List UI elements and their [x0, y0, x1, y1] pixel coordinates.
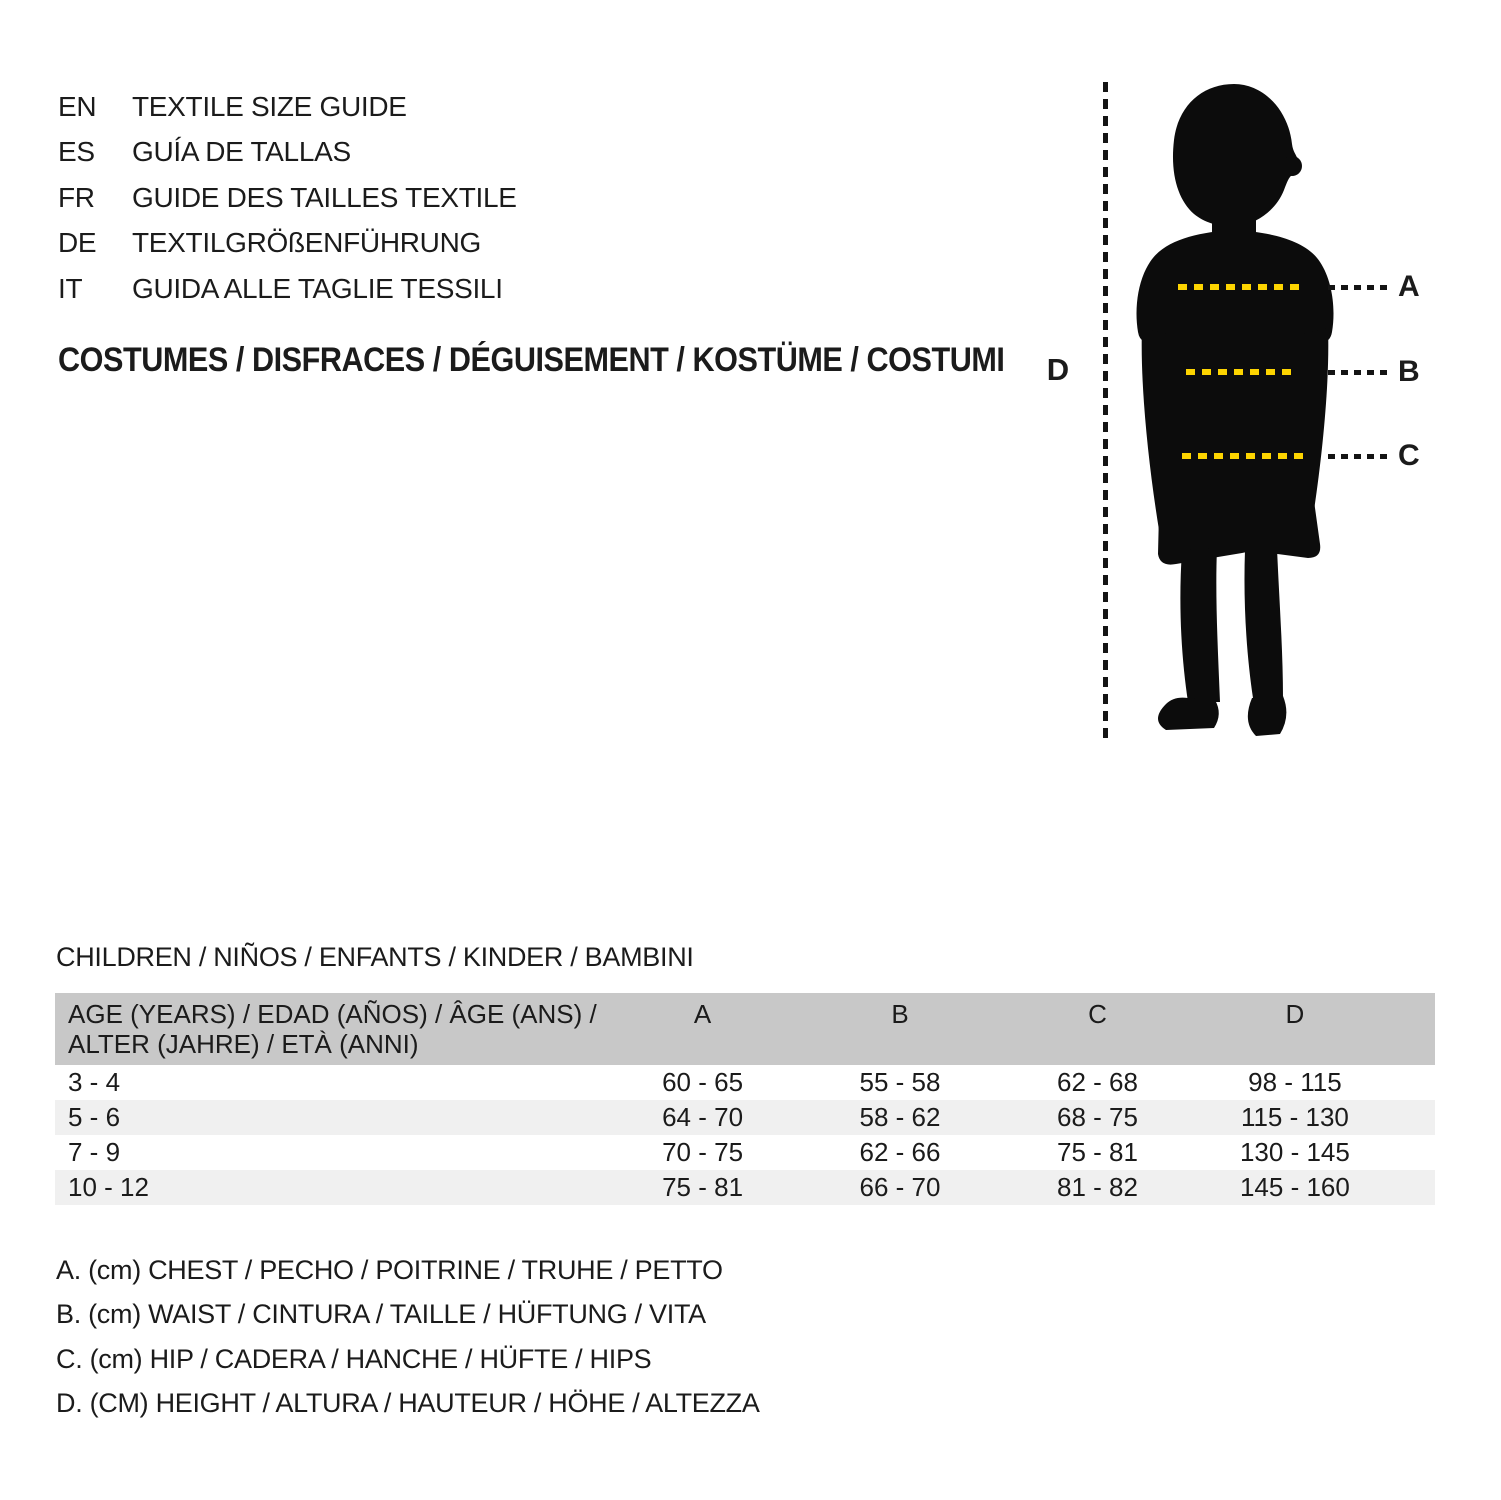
language-code: DE: [58, 227, 97, 259]
waist-cell: 62 - 66: [859, 1137, 941, 1167]
chest-measure-dashed-line: [1178, 284, 1302, 290]
chest-cell: 64 - 70: [662, 1102, 744, 1132]
height-cell: 145 - 160: [1239, 1172, 1350, 1202]
language-row-en: [58, 84, 517, 130]
guide-title-es: GUÍA DE TALLAS: [132, 136, 351, 168]
language-code: ES: [58, 136, 95, 168]
legend-height: D. (CM) HEIGHT / ALTURA / HAUTEUR / HÖHE / ALTEZZA: [56, 1388, 760, 1419]
language-code: EN: [58, 90, 97, 122]
age-cell: 3 - 4: [68, 1067, 121, 1097]
height-cell: 115 - 130: [1240, 1102, 1349, 1132]
guide-title-en: TEXTILE SIZE GUIDE: [132, 90, 407, 122]
hip-cell: 68 - 75: [1056, 1102, 1138, 1132]
height-cell: 130 - 145: [1239, 1137, 1350, 1167]
chest-leader-line: [1328, 285, 1390, 290]
legend-waist: B. (cm) WAIST / CINTURA / TAILLE / HÜFTUNG / VITA: [56, 1299, 706, 1330]
chest-cell: 60 - 65: [662, 1067, 744, 1097]
height-cell: 98 - 115: [1248, 1067, 1342, 1097]
waist-cell: 66 - 70: [859, 1172, 941, 1202]
hip-measure-dashed-line: [1182, 453, 1303, 459]
category-title: COSTUMES / DISFRACES / DÉGUISEMENT / KOSTÜME / COSTUMI: [58, 341, 1005, 379]
column-header-c: C: [1088, 999, 1107, 1029]
language-row-it: [58, 266, 517, 312]
language-row-es: [58, 130, 517, 176]
waist-measure-label: B: [1398, 355, 1420, 388]
age-cell: 5 - 6: [68, 1102, 121, 1132]
language-row-de: [58, 221, 517, 267]
chest-cell: 75 - 81: [662, 1172, 744, 1202]
hip-leader-line: [1328, 454, 1390, 459]
legend-hip: C. (cm) HIP / CADERA / HANCHE / HÜFTE / HIPS: [56, 1343, 652, 1374]
table-row: [55, 1100, 1435, 1135]
column-header-b: B: [891, 999, 909, 1029]
age-cell: 7 - 9: [68, 1137, 121, 1167]
table-row: [55, 1170, 1435, 1205]
age-column-header: [55, 993, 604, 1059]
chest-measure-label: A: [1398, 270, 1420, 303]
hip-cell: 62 - 68: [1056, 1067, 1138, 1097]
guide-title-de: TEXTILGRÖßENFÜHRUNG: [132, 227, 481, 259]
table-row: [55, 1135, 1435, 1170]
column-header-a: A: [693, 999, 712, 1029]
legend-chest: A. (cm) CHEST / PECHO / POITRINE / TRUHE / PETTO: [56, 1254, 723, 1285]
waist-measure-dashed-line: [1186, 369, 1298, 375]
age-header-line2: ALTER (JAHRE) / ETÀ (ANNI): [68, 1029, 419, 1059]
children-size-table: [55, 993, 1435, 1205]
waist-cell: 55 - 58: [859, 1067, 941, 1097]
age-header-line1: AGE (YEARS) / EDAD (AÑOS) / ÂGE (ANS) /: [68, 999, 597, 1029]
chest-cell: 70 - 75: [662, 1137, 744, 1167]
guide-title-fr: GUIDE DES TAILLES TEXTILE: [132, 181, 517, 213]
language-row-fr: [58, 175, 517, 221]
height-measure-label: D: [1046, 352, 1070, 387]
size-table-header-row: [55, 993, 1435, 1065]
child-silhouette: [1102, 82, 1362, 742]
language-code: FR: [58, 181, 95, 213]
language-code: IT: [58, 272, 83, 304]
age-cell: 10 - 12: [68, 1172, 149, 1202]
table-section-title: CHILDREN / NIÑOS / ENFANTS / KINDER / BAMBINI: [56, 942, 694, 972]
table-row: [55, 1065, 1435, 1100]
column-header-d: D: [1285, 999, 1305, 1029]
hip-measure-label: C: [1398, 439, 1420, 472]
hip-cell: 81 - 82: [1056, 1172, 1138, 1202]
language-list: [58, 84, 517, 312]
hip-cell: 75 - 81: [1056, 1137, 1138, 1167]
guide-title-it: GUIDA ALLE TAGLIE TESSILI: [132, 272, 503, 304]
waist-leader-line: [1328, 370, 1390, 375]
measurement-legend: [56, 1248, 760, 1426]
waist-cell: 58 - 62: [859, 1102, 941, 1132]
